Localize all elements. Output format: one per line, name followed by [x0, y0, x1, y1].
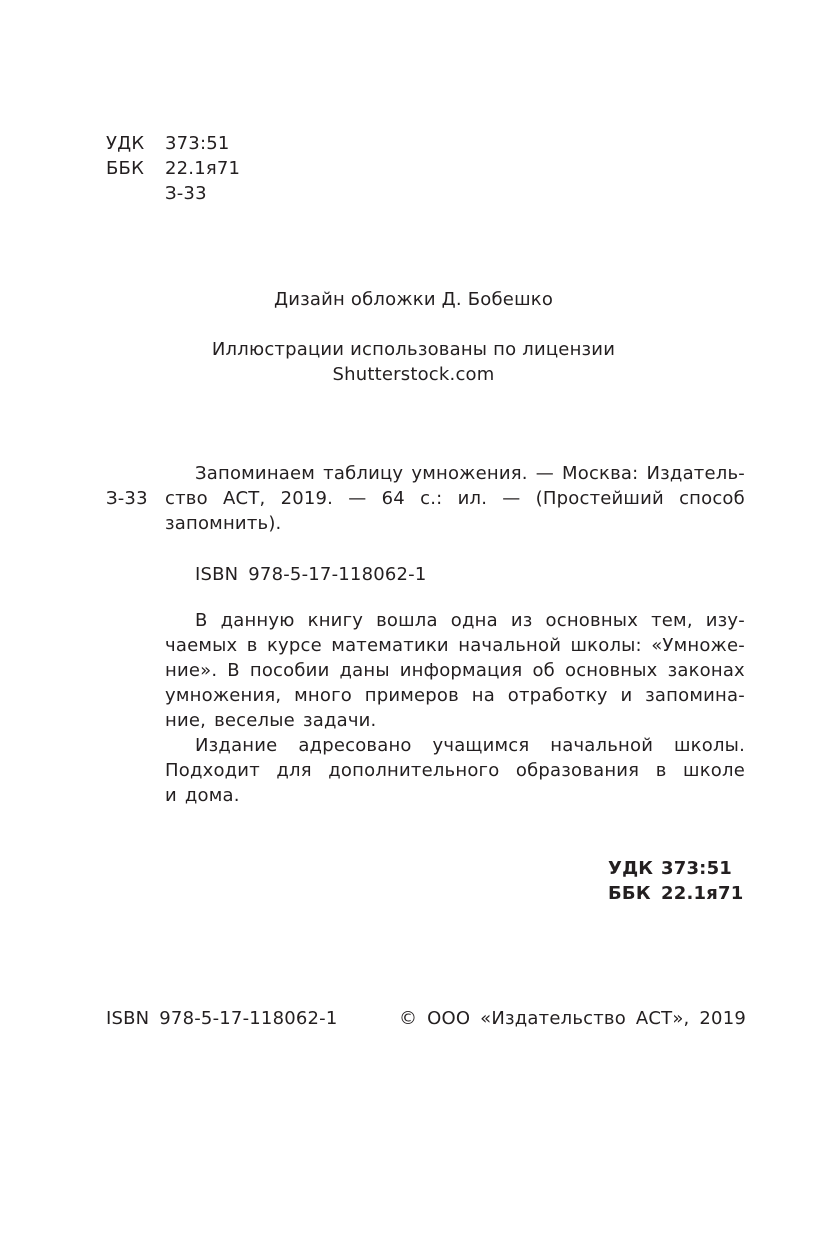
annotation-line	[165, 758, 745, 783]
word: законах	[667, 660, 745, 681]
annotation-line	[165, 608, 745, 633]
classification-codes	[106, 131, 240, 206]
annotation-line	[165, 733, 745, 758]
word: основных	[545, 610, 639, 631]
word: ство	[165, 488, 208, 509]
udk-label: УДК	[608, 858, 654, 879]
word: основных	[565, 660, 658, 681]
word: Москва:	[562, 463, 639, 484]
udk-value: 373:51	[165, 133, 230, 154]
illustrations-credit-line1: Иллюстрации использованы по лицензии	[211, 339, 616, 360]
annotation-line	[165, 683, 745, 708]
author-mark: З-33	[106, 488, 148, 509]
annotation-line	[165, 633, 745, 658]
annotation	[165, 608, 745, 808]
word: книгу	[307, 610, 364, 631]
word: в	[246, 635, 258, 656]
word: АСТ,	[222, 488, 266, 509]
word: образования	[515, 760, 640, 781]
word: ние,	[165, 710, 207, 731]
biblio-line	[165, 461, 745, 486]
illustrations-credit-line2: Shutterstock.com	[332, 364, 495, 385]
word: начальной	[458, 635, 562, 656]
word: в	[655, 760, 667, 781]
word: дополнительного	[328, 760, 500, 781]
word: (Простейший	[535, 488, 664, 509]
word: запомина-	[645, 685, 745, 706]
classification-codes-bold	[608, 856, 743, 906]
word: веселые	[214, 710, 295, 731]
word: —	[348, 488, 367, 509]
word: школы:	[570, 635, 642, 656]
bbk-label: ББК	[608, 883, 651, 904]
word: задачи.	[302, 710, 377, 731]
word: «Умноже-	[651, 635, 745, 656]
word: адресовано	[298, 735, 412, 756]
word: умножения.	[411, 463, 528, 484]
word: и	[620, 685, 633, 706]
word: на	[471, 685, 495, 706]
word: изу-	[705, 610, 745, 631]
word: отработку	[507, 685, 608, 706]
annotation-line	[165, 658, 745, 683]
word: тем,	[651, 610, 693, 631]
word: школы.	[674, 735, 745, 756]
word: одна	[450, 610, 498, 631]
word: пособии	[249, 660, 330, 681]
word: из	[510, 610, 533, 631]
annotation-line	[165, 708, 745, 733]
word: ил.	[457, 488, 488, 509]
isbn: ISBN 978-5-17-118062-1	[195, 564, 427, 585]
word: В	[195, 610, 208, 631]
word: школе	[683, 760, 745, 781]
word: способ	[679, 488, 745, 509]
udk-value: 373:51	[661, 858, 733, 879]
word: умножения,	[165, 685, 282, 706]
word: для	[276, 760, 312, 781]
biblio-line	[165, 511, 745, 536]
bbk-value: 22.1я71	[661, 883, 744, 904]
word: данную	[220, 610, 295, 631]
imprint-footer	[106, 1006, 746, 1031]
word: математики	[331, 635, 449, 656]
udk-label: УДК	[106, 133, 145, 154]
annotation-line	[165, 783, 745, 808]
word: Запоминаем	[195, 463, 316, 484]
word: учащимся	[432, 735, 530, 756]
word: ние».	[165, 660, 218, 681]
copyright: © ООО «Издательство АСТ», 2019	[398, 1008, 746, 1029]
footer-isbn: ISBN 978-5-17-118062-1	[106, 1008, 338, 1029]
bbk-value: 22.1я71	[165, 158, 241, 179]
word: начальной	[550, 735, 654, 756]
word: запомнить).	[165, 513, 282, 534]
biblio-line	[165, 486, 745, 511]
word: дома.	[184, 785, 240, 806]
word: Подходит	[165, 760, 260, 781]
word: даны	[339, 660, 390, 681]
word: курсе	[266, 635, 322, 656]
author-mark: З-33	[165, 183, 207, 204]
word: —	[502, 488, 521, 509]
bibliographic-record	[106, 461, 746, 536]
word: Издание	[195, 735, 278, 756]
word: —	[535, 463, 554, 484]
word: много	[294, 685, 352, 706]
word: с.:	[420, 488, 443, 509]
word: 2019.	[280, 488, 334, 509]
word: Издатель-	[646, 463, 745, 484]
word: и	[165, 785, 177, 806]
word: примеров	[364, 685, 459, 706]
word: вошла	[376, 610, 438, 631]
bbk-label: ББК	[106, 158, 145, 179]
word: чаемых	[165, 635, 238, 656]
word: информация	[399, 660, 523, 681]
word: 64	[381, 488, 405, 509]
word: об	[532, 660, 555, 681]
cover-design-credit: Дизайн обложки Д. Бобешко	[273, 289, 554, 310]
word: таблицу	[323, 463, 404, 484]
word: В	[227, 660, 240, 681]
